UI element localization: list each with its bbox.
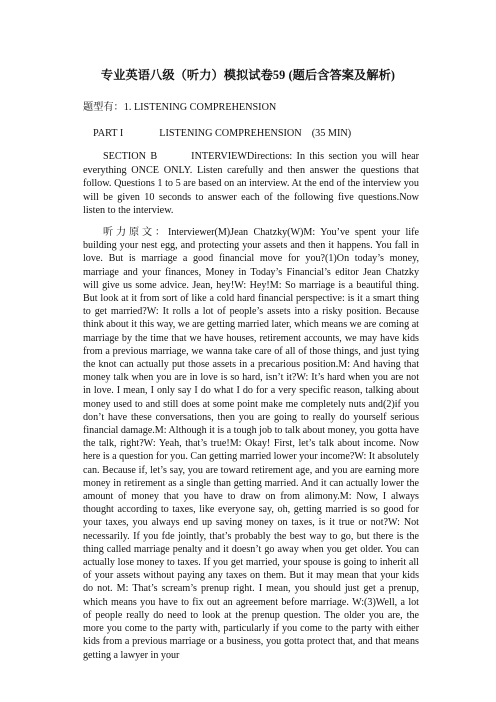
question-type-label: 题型有：: [83, 102, 124, 113]
document-title: 专业英语八级（听力）模拟试卷59 (题后含答案及解析): [100, 68, 396, 82]
section-b-directions: [83, 150, 419, 218]
section-label: SECTION B: [103, 151, 158, 162]
transcript-text: Interviewer(M)Jean Chatzky(W)M: You’ve spent your life building your nest egg, and protecting your assets and then it happens. You fall in love. But is marriage a good financial move for you?(1)On today’s money, marriage and your finances, Money in Today’s Financial’s editor Jean Chatzky will give us some advice. Jean, hey!W: Hey!M: So marriage is a beautiful thing. But look at it from sort of like a cold hard financial perspective: is it a smart thing to get married?W: It rolls a lot of people’s assets into a risky position. Because think about it this way, we are getting married later, which means we are coming at marriage by the time that we have houses, retirement accounts, we may have kids from a previous marriage, we wanna take care of all of those things, and just tying the knot can actually put those assets in a precarious position.M: And having that money talk when you are in love is so hard, isn’t it?W: It’s hard when you are not in love. I mean, I only say I do what I do for a very specific reason, talking about money used to and still does at some point make me completely nuts and(2)if you don’t have these conversations, then you are going to really do yourself serious financial damage.M: Although it is a tough job to talk about money, you gotta have the talk, right?W: Yeah, that’s true!M: Okay! First, let’s talk about income. Now here is a question for you. Can getting married lower your income?W: It absolutely can. Because if, let’s say, you are toward retirement age, and you are earning more money in retirement as a single than getting married. And it can actually lower the amount of money that you have to draw on from alimony.M: Now, I always thought according to taxes, like everyone say, oh, getting married is so good for your taxes, you always end up saving money on taxes, is it true or not?W: Not necessarily. If you fde jointly, that’s probably the best way to go, but there is the thing called marriage penalty and it doesn’t go away when you get older. You can actually lose money to taxes. If you get married, your spouse is going to inherit all of your assets without paying any taxes on them. But it may mean that your kids do not. M: That’s scream’s prenup right. I mean, you should just get a prenup, which means you have to fix out an agreement before marriage. W:(3)Well, a lot of people really do need to look at the prenup question. The older you are, the more you come to the party with, particularly if you come to the party with either kids from a previous marriage or a business, you gotta protect that, and that means getting a lawyer in your: [83, 227, 420, 661]
part-title: LISTENING COMPREHENSION (35 MIN): [159, 128, 352, 139]
section-directions-text: INTERVIEWDirections: In this section you will hear everything ONCE ONLY. Listen carefully and then answer the questions that follow. Questions 1 to 5 are based on an interview. At the end of the interview you will be given 10 seconds to answer each of the following five questions.Now listen to the interview.: [83, 151, 420, 217]
question-type-line: [83, 98, 276, 113]
question-type-value: 1. LISTENING COMPREHENSION: [123, 102, 277, 113]
part-label: PART I: [93, 128, 124, 139]
transcript-label: 听力原文：: [103, 227, 168, 238]
part-heading: [93, 124, 351, 139]
listening-transcript: [83, 226, 419, 662]
